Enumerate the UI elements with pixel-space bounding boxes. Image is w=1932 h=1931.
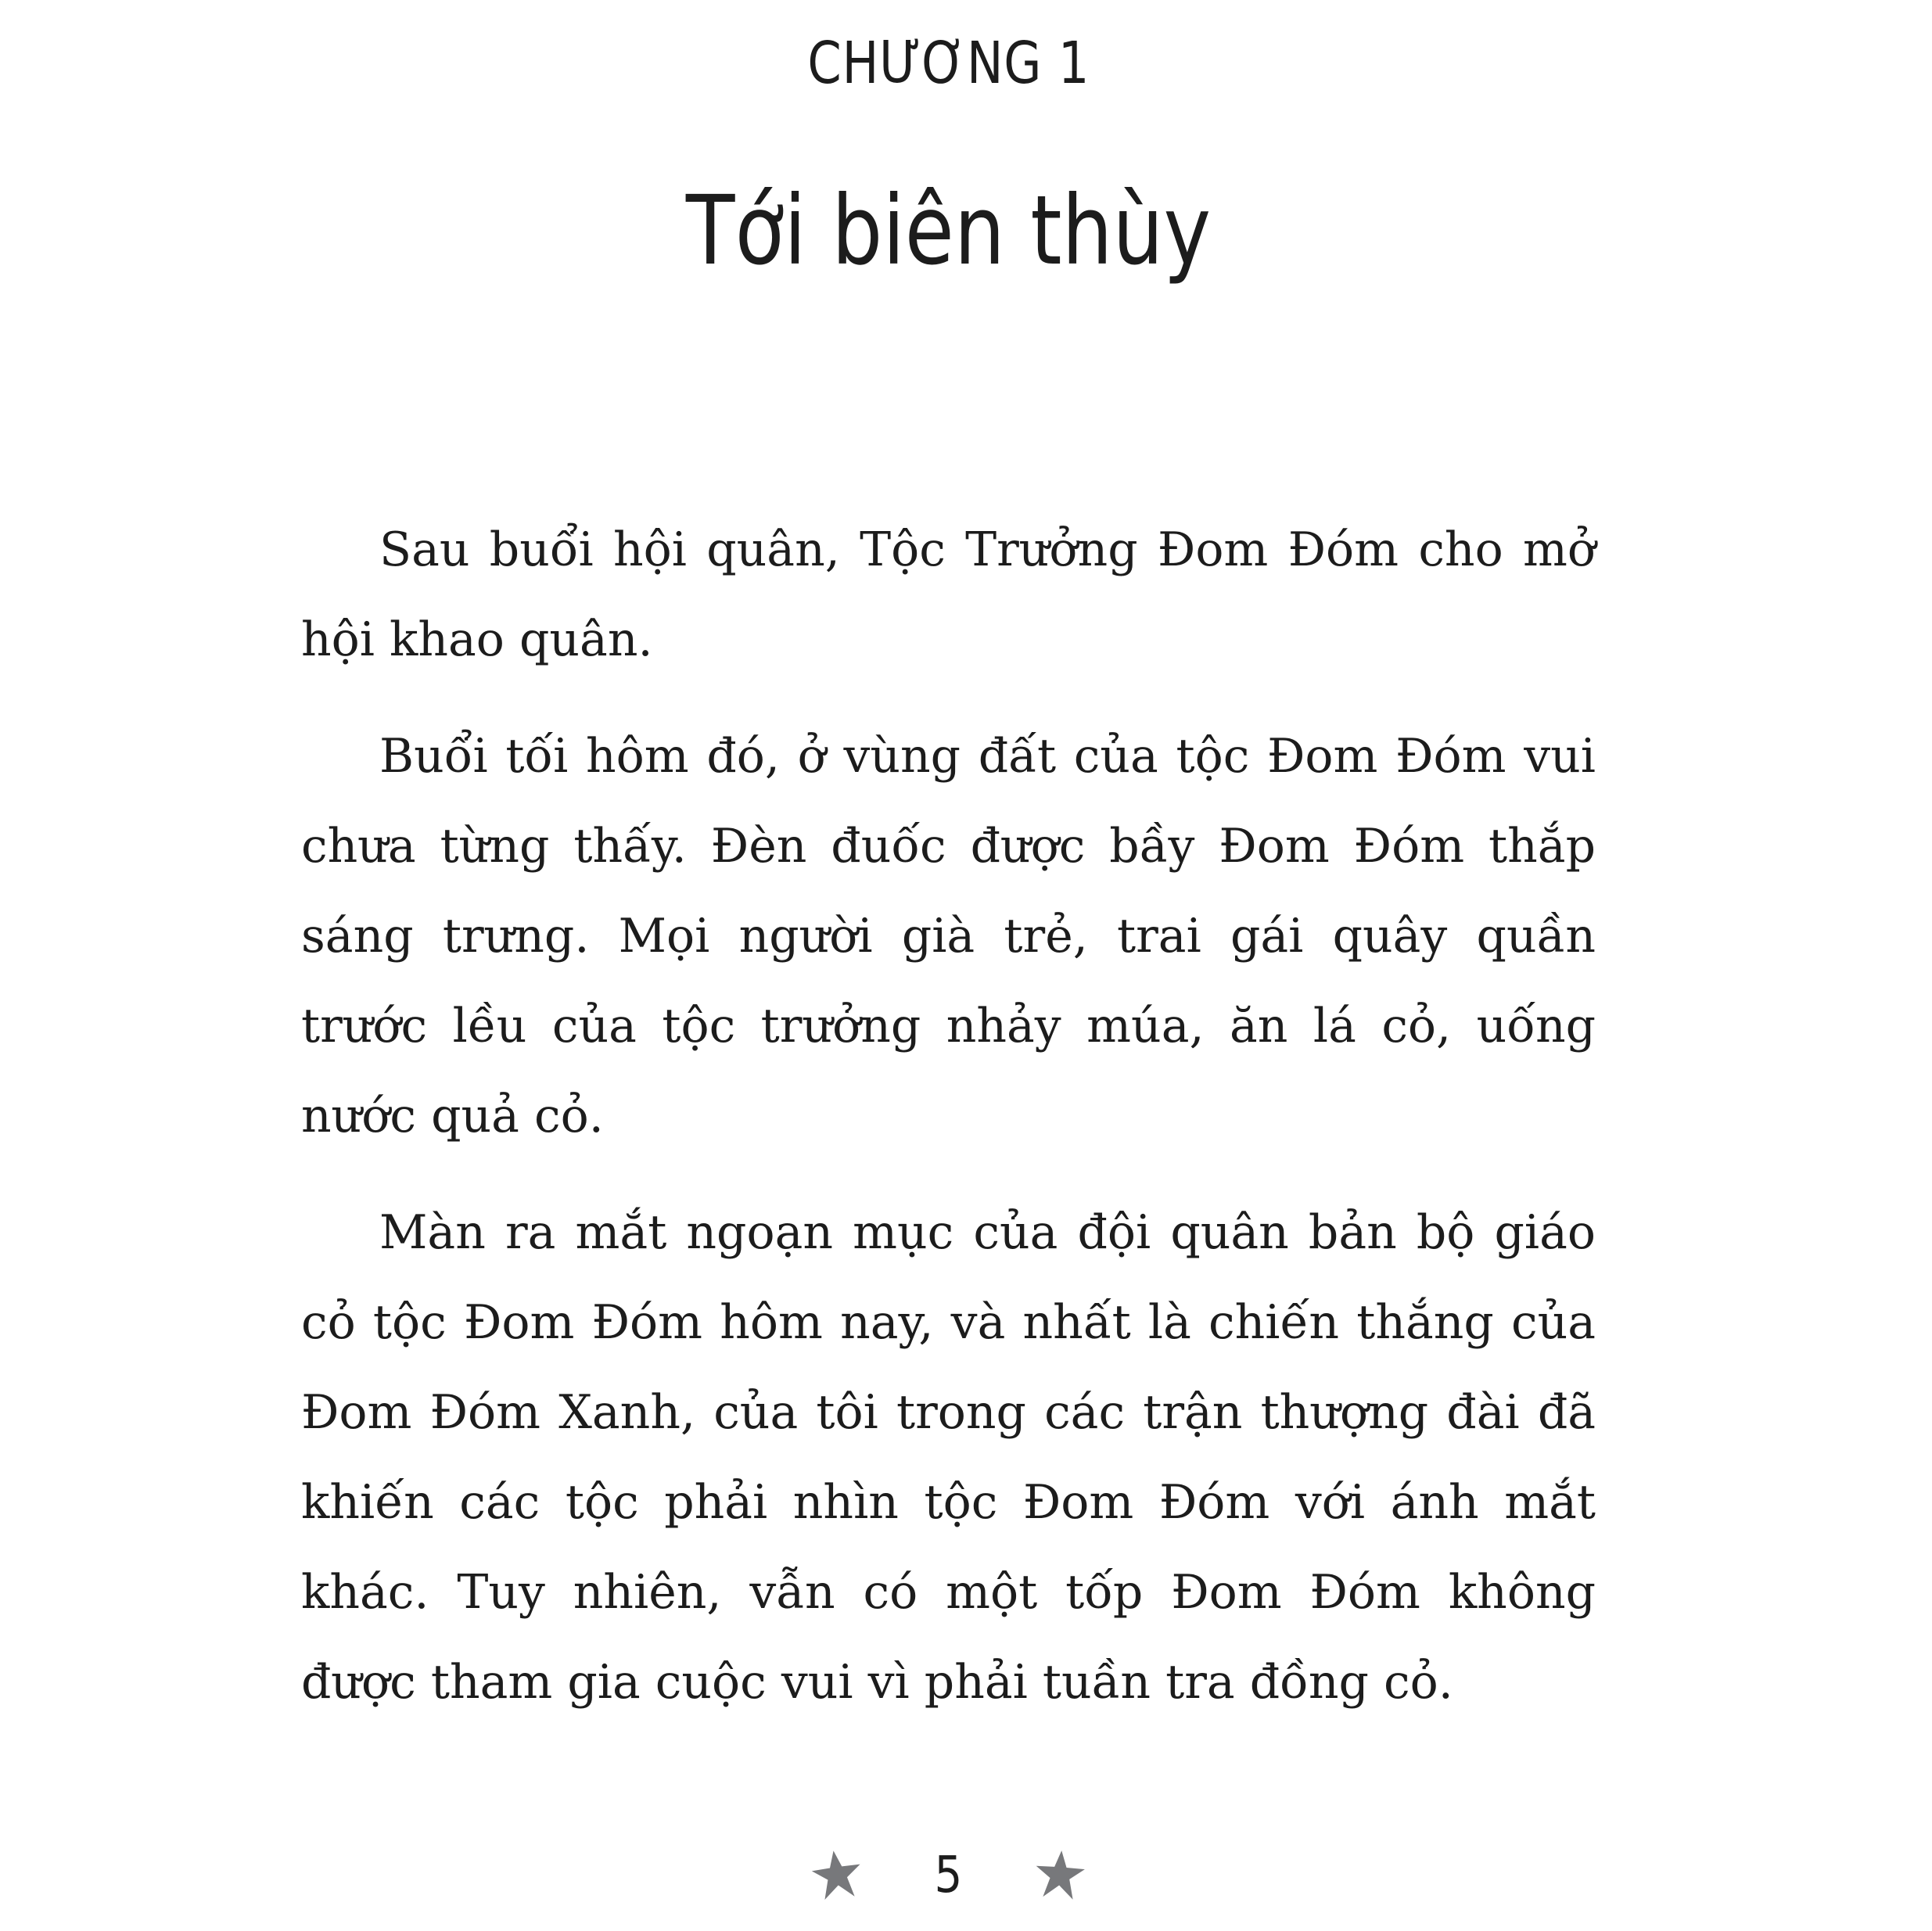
paragraph: Màn ra mắt ngoạn mục của đội quân bản bộ giáo cỏ tộc Đom Đóm hôm nay, và nhất là chiến thắng của Đom Đóm Xanh, của tôi trong các trận thượng đài đã khiến các tộc phải nhìn tộc Đom Đóm với ánh mắt khác. Tuy nhiên, vẫn có một tốp Đom Đóm không được tham gia cuộc vui vì phải tuần tra đồng cỏ. [301, 1205, 1596, 1710]
chapter-title [301, 175, 1596, 286]
page-number: 5 [934, 1847, 963, 1904]
body-text [301, 505, 1596, 1728]
paragraph: Sau buổi hội quân, Tộc Trưởng Đom Đóm cho mở hội khao quân. [301, 522, 1596, 667]
chapter-label [301, 30, 1596, 97]
page-footer [301, 1843, 1596, 1908]
chapter-label-text: CHƯƠNG 1 [807, 30, 1090, 97]
chapter-title-text: Tới biên thùy [685, 175, 1212, 286]
star-icon [1032, 1847, 1089, 1904]
star-icon [807, 1846, 867, 1906]
paragraph: Buổi tối hôm đó, ở vùng đất của tộc Đom Đóm vui chưa từng thấy. Đèn đuốc được bầy Đom Đóm thắp sáng trưng. Mọi người già trẻ, trai gái quây quần trước lều của tộc trưởng nhảy múa, ăn lá cỏ, uống nước quả cỏ. [301, 729, 1596, 1143]
